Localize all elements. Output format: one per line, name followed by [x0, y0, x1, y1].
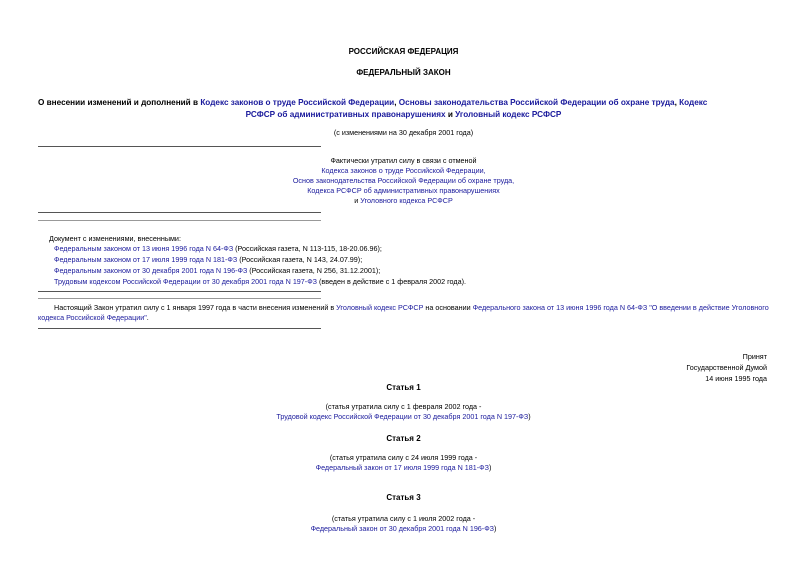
divider [38, 212, 321, 213]
changes-intro: Документ с изменениями, внесенными: [49, 234, 181, 243]
change-link[interactable]: Федеральным законом от 30 декабря 2001 года N 196-ФЗ [54, 266, 248, 275]
country-heading: РОССИЙСКАЯ ФЕДЕРАЦИЯ [348, 47, 459, 56]
lost-force-item[interactable]: Основ законодательства Российской Федерации об охране труда, [292, 176, 515, 185]
article-tail: ) [488, 463, 492, 472]
article-note: (статья утратила силу с 24 июля 1999 года - [329, 453, 478, 462]
divider [38, 146, 321, 147]
lost-force-item[interactable]: Кодекса законов о труде Российской Федерации, [321, 166, 486, 175]
title-link-admin-code-part1[interactable]: Кодекс [679, 98, 708, 107]
amended-note: (с изменениями на 30 декабря 2001 года) [333, 128, 474, 137]
title-sep: и [445, 110, 456, 119]
change-item [54, 255, 362, 266]
change-item [54, 244, 382, 255]
change-link[interactable]: Трудовым кодексом Российской Федерации от 30 декабря 2001 года N 197-ФЗ [54, 277, 318, 286]
title-sep: , [394, 98, 399, 107]
article-tail: ) [528, 412, 531, 421]
article-title: Статья 2 [386, 434, 421, 443]
article-title: Статья 3 [386, 493, 421, 502]
change-item [54, 277, 466, 288]
repeal-link-federal-law[interactable]: Федерального закона от 13 июня 1996 года N 64-ФЗ "О введении в действие Уголовного [472, 303, 769, 312]
repeal-link-criminal-code[interactable]: Уголовный кодекс РСФСР [336, 303, 424, 312]
change-note: (Российская газета, N 143, 24.07.99); [237, 255, 363, 264]
change-link[interactable]: Федеральным законом от 13 июня 1996 года N 64-ФЗ [54, 244, 234, 253]
article-link[interactable]: Трудовой кодекс Российской Федерации от 30 декабря 2001 года N 197-ФЗ [276, 412, 529, 421]
article-link-line [0, 524, 807, 535]
lost-force-item[interactable]: Кодекса РСФСР об административных правонарушениях [307, 186, 500, 195]
law-type-heading: ФЕДЕРАЛЬНЫЙ ЗАКОН [356, 68, 451, 77]
change-note: (введен в действие с 1 февраля 2002 года). [317, 277, 466, 286]
repeal-note-line1 [54, 303, 769, 314]
lost-force-last-prefix: и [354, 196, 361, 205]
adopted-date: 14 июня 1995 года [705, 374, 767, 383]
article-note: (статья утратила силу с 1 февраля 2002 года - [325, 402, 482, 411]
article-title: Статья 1 [386, 383, 421, 392]
law-title-line2 [0, 110, 807, 119]
title-sep: , [674, 98, 680, 107]
title-prefix: О внесении изменений и дополнений в [38, 98, 201, 107]
change-link[interactable]: Федеральным законом от 17 июля 1999 года N 181-ФЗ [54, 255, 238, 264]
repeal-text: на основании [423, 303, 473, 312]
divider [38, 328, 321, 329]
change-note: (Российская газета, N 113-115, 18-20.06.96); [233, 244, 382, 253]
repeal-text: . [146, 313, 149, 322]
change-item [54, 266, 380, 277]
article-link-line [0, 463, 807, 474]
title-link-criminal-code[interactable]: Уголовный кодекс РСФСР [455, 110, 562, 119]
change-note: (Российская газета, N 256, 31.12.2001); [247, 266, 381, 275]
article-tail: ) [494, 524, 497, 533]
divider [38, 291, 321, 292]
article-note: (статья утратила силу с 1 июля 2002 года - [331, 514, 476, 523]
lost-force-last-link[interactable]: Уголовного кодекса РСФСР [360, 196, 453, 205]
title-link-labor-code[interactable]: Кодекс законов о труде Российской Федерации [200, 98, 395, 107]
repeal-text: Настоящий Закон утратил силу с 1 января 1997 года в части внесения изменений в [54, 303, 337, 312]
article-link[interactable]: Федеральный закон от 30 декабря 2001 года N 196-ФЗ [310, 524, 495, 533]
adopted-line1: Принят [742, 352, 767, 361]
divider [38, 298, 321, 299]
title-link-labor-safety[interactable]: Основы законодательства Российской Федерации об охране труда [398, 98, 675, 107]
repeal-note-line2 [38, 313, 149, 324]
article-link[interactable]: Федеральный закон от 17 июля 1999 года N 181-ФЗ [315, 463, 489, 472]
article-link-line [0, 412, 807, 423]
repeal-link-federal-law-cont[interactable]: кодекса Российской Федерации" [38, 313, 147, 322]
law-title-line1 [38, 98, 707, 107]
title-link-admin-code-part2[interactable]: РСФСР об административных правонарушениях [245, 110, 446, 119]
lost-force-last [0, 196, 807, 207]
lost-force-intro: Фактически утратил силу в связи с отменой [330, 156, 477, 165]
divider [38, 220, 321, 221]
adopted-line2: Государственной Думой [686, 363, 767, 372]
